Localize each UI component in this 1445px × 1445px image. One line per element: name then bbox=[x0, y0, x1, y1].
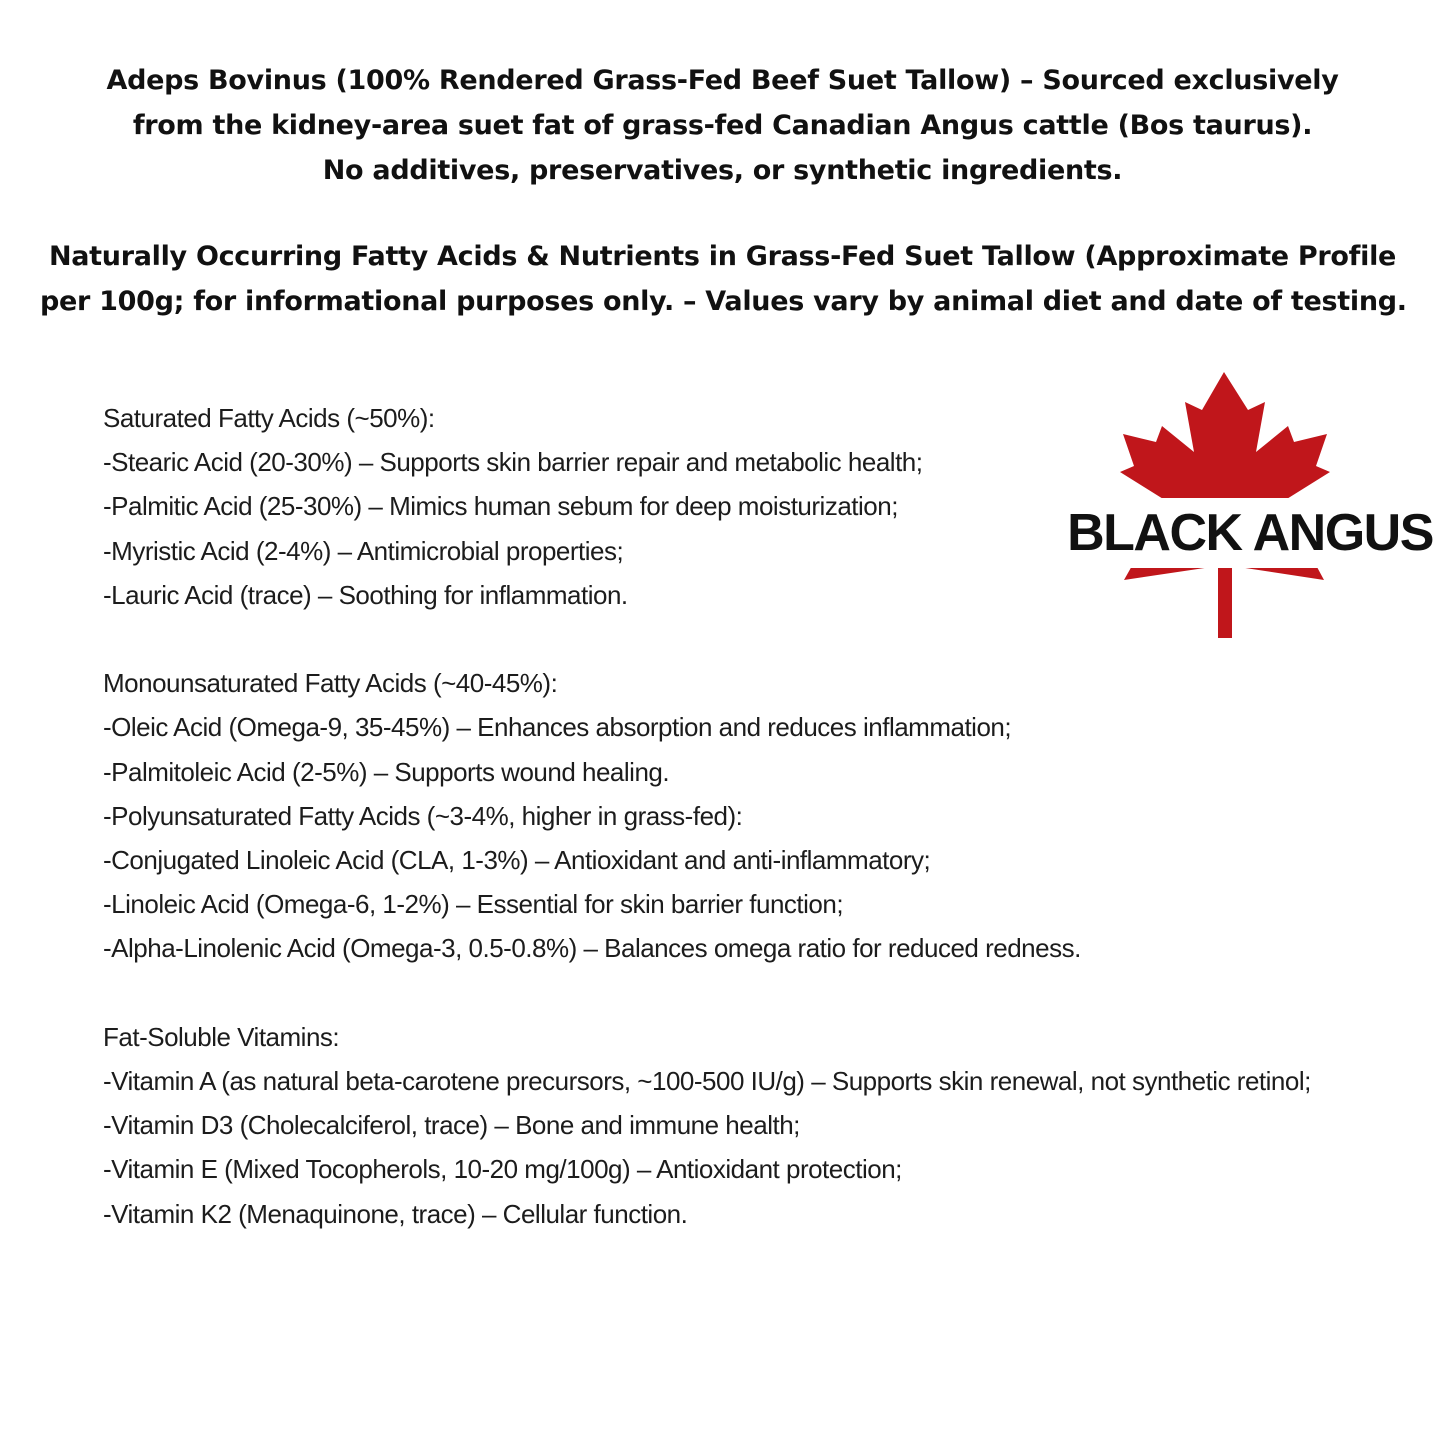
intro-line-1: Adeps Bovinus (100% Rendered Grass-Fed Beef Suet Tallow) – Sourced exclusively bbox=[106, 65, 1339, 96]
list-item: -Myristic Acid (2-4%) – Antimicrobial properties; bbox=[103, 535, 624, 566]
intro-header bbox=[40, 58, 1405, 324]
profile-line-2: per 100g; for informational purposes only. – Values vary by animal diet and date of testing. bbox=[40, 286, 1407, 317]
list-item: -Vitamin E (Mixed Tocopherols, 10-20 mg/100g) – Antioxidant protection; bbox=[103, 1154, 902, 1185]
list-item: -Palmitic Acid (25-30%) – Mimics human sebum for deep moisturization; bbox=[103, 491, 898, 522]
list-item: -Palmitoleic Acid (2-5%) – Supports wound healing. bbox=[103, 756, 670, 787]
nutrient-profile bbox=[103, 396, 1383, 1236]
list-item: -Vitamin D3 (Cholecalciferol, trace) – Bone and immune health; bbox=[103, 1110, 800, 1141]
vitamins-section bbox=[103, 1015, 1383, 1236]
list-item: -Alpha-Linolenic Acid (Omega-3, 0.5-0.8%) – Balances omega ratio for reduced redness. bbox=[103, 933, 1081, 964]
list-item: -Polyunsaturated Fatty Acids (~3-4%, higher in grass-fed): bbox=[103, 800, 743, 831]
profile-line-1: Naturally Occurring Fatty Acids & Nutrients in Grass-Fed Suet Tallow (Approximate Profile bbox=[48, 241, 1397, 272]
list-item: -Vitamin K2 (Menaquinone, trace) – Cellular function. bbox=[103, 1198, 688, 1229]
list-item: -Linoleic Acid (Omega-6, 1-2%) – Essential for skin barrier function; bbox=[103, 889, 844, 920]
list-item: -Vitamin A (as natural beta-carotene precursors, ~100-500 IU/g) – Supports skin renewal, not synthetic retinol; bbox=[103, 1066, 1311, 1097]
saturated-section bbox=[103, 396, 1383, 617]
list-item: -Stearic Acid (20-30%) – Supports skin barrier repair and metabolic health; bbox=[103, 447, 923, 478]
vitamins-heading: Fat-Soluble Vitamins: bbox=[103, 1021, 340, 1052]
monounsaturated-heading: Monounsaturated Fatty Acids (~40-45%): bbox=[103, 668, 558, 699]
intro-line-3: No additives, preservatives, or synthetic ingredients. bbox=[322, 155, 1123, 186]
list-item: -Lauric Acid (trace) – Soothing for inflammation. bbox=[103, 579, 628, 610]
logo-text: BLACK ANGUS bbox=[1067, 504, 1433, 562]
intro-line-2: from the kidney-area suet fat of grass-fed Canadian Angus cattle (Bos taurus). bbox=[132, 110, 1313, 141]
list-item: -Oleic Acid (Omega-9, 35-45%) – Enhances absorption and reduces inflammation; bbox=[103, 712, 1012, 743]
list-item: -Conjugated Linoleic Acid (CLA, 1-3%) – Antioxidant and anti-inflammatory; bbox=[103, 845, 931, 876]
monounsaturated-section bbox=[103, 661, 1383, 970]
saturated-heading: Saturated Fatty Acids (~50%): bbox=[103, 403, 435, 433]
intro-spacer bbox=[40, 193, 1405, 234]
